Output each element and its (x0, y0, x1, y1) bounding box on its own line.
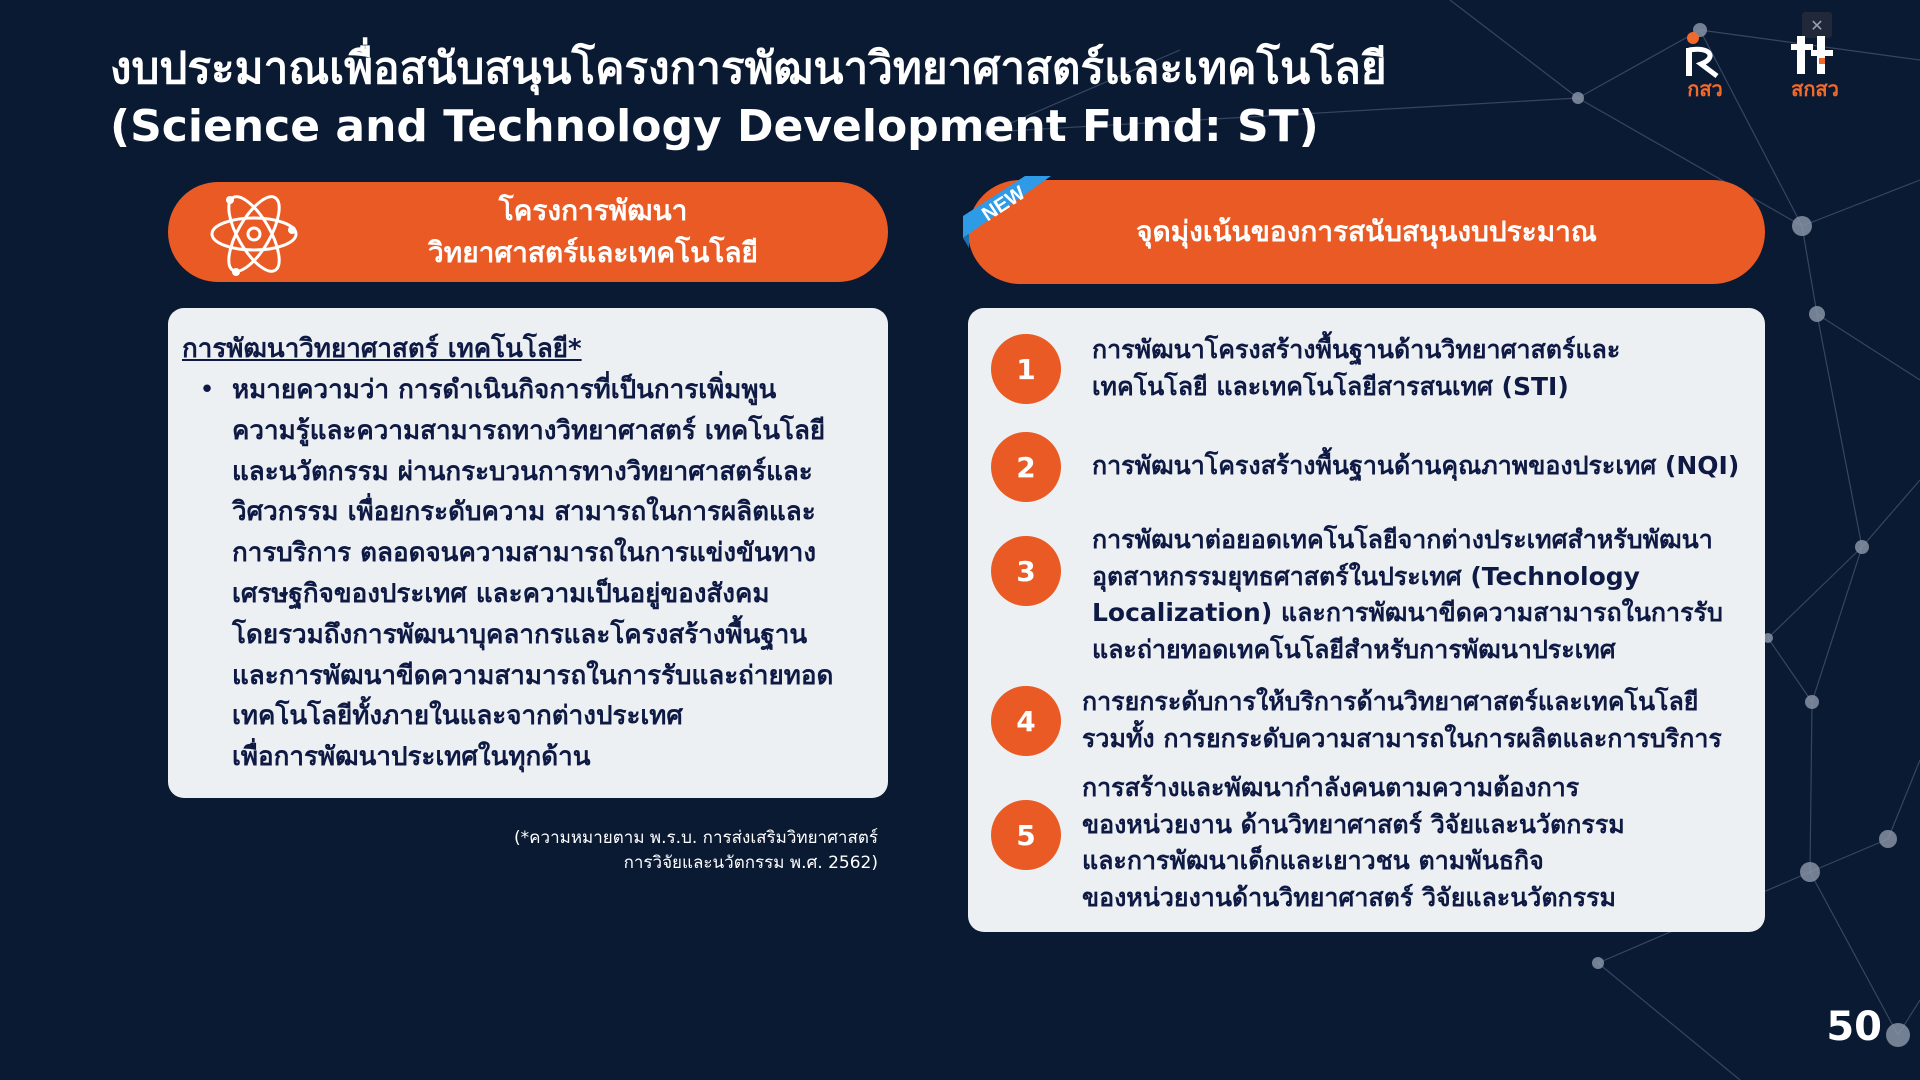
focus-item-1-text (1092, 332, 1620, 405)
new-ribbon-text: NEW (978, 182, 1030, 226)
tsri-logo (1780, 28, 1850, 100)
focus-item-3-number: 3 (991, 536, 1061, 606)
focus-item-3-line: อุตสาหกรรมยุทธศาสตร์ในประเทศ (Technology (1092, 561, 1640, 591)
focus-item-4-line: การยกระดับการให้บริการด้านวิทยาศาสตร์และเทคโนโลยี (1082, 687, 1699, 716)
definition-body (232, 370, 833, 778)
pmuc-logo (1670, 28, 1740, 100)
bullet-dot-icon: • (199, 375, 215, 405)
focus-item-4-line: รวมทั้ง การยกระดับความสามารถในการผลิตและการบริการ (1082, 723, 1722, 753)
slide-title (110, 40, 1430, 156)
page-number: 50 (1826, 1004, 1882, 1050)
right-section-title: จุดมุ่งเน้นของการสนับสนุนงบประมาณ (1136, 215, 1597, 248)
definition-heading: การพัฒนาวิทยาศาสตร์ เทคโนโลยี* (182, 334, 582, 364)
left-section-title (338, 190, 848, 274)
definition-card (168, 308, 888, 798)
right-section-header (968, 180, 1765, 284)
definition-line: เศรษฐกิจของประเทศ และความเป็นอยู่ของสังคม (232, 578, 770, 609)
slide-title-line-1: งบประมาณเพื่อสนับสนุนโครงการพัฒนาวิทยาศาสตร์และเทคโนโลยี (110, 43, 1387, 94)
focus-item-3-line: และถ่ายทอดเทคโนโลยีสำหรับการพัฒนาประเทศ (1092, 634, 1616, 664)
focus-item-5-line: และการพัฒนาเด็กและเยาวชน ตามพันธกิจ (1082, 846, 1544, 875)
focus-areas-card (968, 308, 1765, 932)
focus-item-5-line: ของหน่วยงาน ด้านวิทยาศาสตร์ วิจัยและนวัตกรรม (1082, 809, 1625, 839)
footnote (458, 826, 878, 876)
focus-item-3-line: การพัฒนาต่อยอดเทคโนโลยีจากต่างประเทศสำหรับพัฒนา (1092, 525, 1713, 554)
definition-line: เทคโนโลยีทั้งภายในและจากต่างประเทศ (232, 701, 683, 732)
definition-line: หมายความว่า การดำเนินกิจการที่เป็นการเพิ่มพูน (232, 375, 777, 405)
slide-title-line-2: (Science and Technology Development Fund: ST) (110, 101, 1319, 152)
focus-item-3-line: Localization) และการพัฒนาขีดความสามารถในการรับ (1092, 598, 1723, 627)
footnote-line-1: (*ความหมายตาม พ.ร.บ. การส่งเสริมวิทยาศาสตร์ (514, 828, 878, 848)
definition-bullet (182, 370, 868, 778)
definition-line: โดยรวมถึงการพัฒนาบุคลากรและโครงสร้างพื้นฐาน (232, 619, 808, 650)
definition-line: ความรู้และความสามารถทางวิทยาศาสตร์ เทคโนโลยี (232, 415, 826, 446)
new-ribbon (955, 176, 1065, 256)
tsri-logo-text: สกสว (1791, 77, 1839, 101)
focus-item-5-text (1082, 770, 1625, 916)
focus-item-5-number: 5 (991, 800, 1061, 870)
pmuc-logo-mark-icon (1677, 28, 1733, 78)
focus-item-1-line: การพัฒนาโครงสร้างพื้นฐานด้านวิทยาศาสตร์และ (1092, 335, 1621, 364)
definition-line: เพื่อการพัฒนาประเทศในทุกด้าน (232, 742, 591, 773)
left-section-title-line-2: วิทยาศาสตร์และเทคโนโลยี (428, 236, 758, 269)
definition-line: วิศวกรรม เพื่อยกระดับความ สามารถในการผลิตและ (232, 497, 816, 528)
definition-line: และนวัตกรรม ผ่านกระบวนการทางวิทยาศาสตร์และ (232, 456, 813, 487)
collapse-icon[interactable]: ✕ (1802, 12, 1832, 38)
focus-item-2-line: การพัฒนาโครงสร้างพื้นฐานด้านคุณภาพของประเทศ (NQI) (1092, 451, 1740, 480)
focus-item-2-text (1092, 448, 1739, 485)
atom-icon (206, 186, 302, 282)
pmuc-logo-text: กสว (1687, 77, 1723, 101)
focus-item-3-text (1092, 522, 1723, 668)
logo-group (1670, 28, 1850, 100)
left-section-header (168, 182, 888, 282)
focus-item-2-number: 2 (991, 432, 1061, 502)
definition-line: และการพัฒนาขีดความสามารถในการรับและถ่ายทอด (232, 660, 834, 691)
focus-item-1-line: เทคโนโลยี และเทคโนโลยีสารสนเทศ (STI) (1092, 371, 1569, 401)
left-section-title-line-1: โครงการพัฒนา (498, 194, 688, 227)
focus-item-4-text (1082, 684, 1722, 757)
focus-item-4-number: 4 (991, 686, 1061, 756)
focus-item-5-line: ของหน่วยงานด้านวิทยาศาสตร์ วิจัยและนวัตกรรม (1082, 882, 1617, 912)
tsri-logo-mark-icon (1787, 28, 1843, 78)
focus-item-5-line: การสร้างและพัฒนากำลังคนตามความต้องการ (1082, 773, 1580, 802)
focus-item-1-number: 1 (991, 334, 1061, 404)
definition-line: การบริการ ตลอดจนความสามารถในการแข่งขันทาง (232, 538, 817, 569)
footnote-line-2: การวิจัยและนวัตกรรม พ.ศ. 2562) (623, 853, 878, 873)
